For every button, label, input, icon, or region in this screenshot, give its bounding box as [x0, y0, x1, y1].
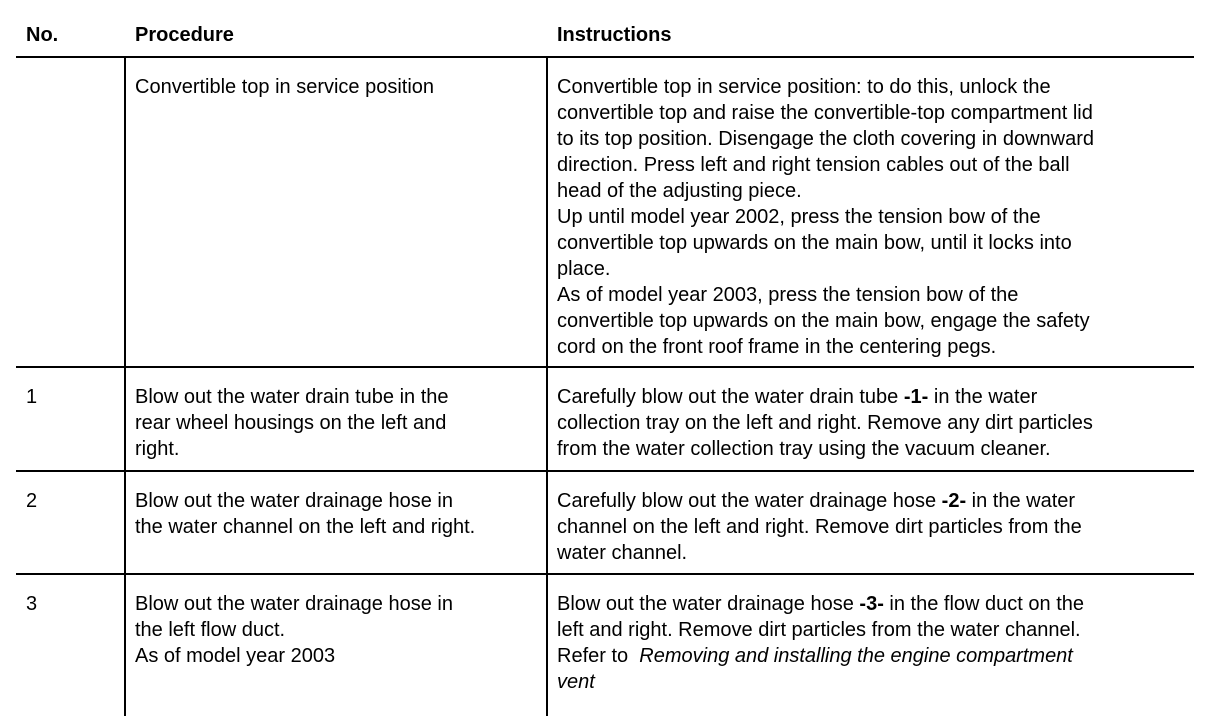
instruction-text: Carefully blow out the water drainage hose [557, 490, 942, 512]
instruction-line: cord on the front roof frame in the centering pegs. [557, 336, 997, 358]
row-3-procedure [135, 591, 545, 669]
row-0-instructions [557, 74, 1193, 360]
instruction-line: water channel. [557, 542, 688, 564]
procedure-line: right. [135, 438, 180, 460]
column-divider [124, 57, 126, 716]
procedure-line: As of model year 2003 [135, 645, 336, 667]
procedure-line: the left flow duct. [135, 619, 286, 641]
procedure-line: Blow out the water drainage hose in [135, 593, 453, 615]
procedure-table [16, 0, 1196, 716]
instruction-line: Convertible top in service position: to do this, unlock the [557, 76, 1051, 98]
instruction-text: in the flow duct on the [883, 593, 1085, 615]
header-instructions: Instructions [557, 24, 672, 46]
cross-reference-link[interactable]: vent [557, 671, 595, 693]
header-divider [16, 56, 1194, 58]
procedure-line: Blow out the water drain tube in the [135, 386, 449, 408]
procedure-line: rear wheel housings on the left and [135, 412, 447, 434]
instruction-text: in the water [928, 386, 1038, 408]
instruction-line [557, 384, 1193, 410]
procedure-line: Blow out the water drainage hose in [135, 490, 453, 512]
instruction-text: in the water [966, 490, 1076, 512]
instruction-line [557, 488, 1193, 514]
instruction-line: collection tray on the left and right. Remove any dirt particles [557, 412, 1093, 434]
row-3-instructions [557, 591, 1193, 695]
header-no: No. [26, 24, 59, 46]
instruction-line [557, 591, 1193, 617]
instruction-line: Up until model year 2002, press the tension bow of the [557, 206, 1041, 228]
item-reference: -1- [903, 386, 929, 408]
row-divider [16, 470, 1194, 472]
instruction-text: Blow out the water drainage hose [557, 593, 860, 615]
instruction-line: place. [557, 258, 611, 280]
cross-reference-link[interactable]: Removing and installing the engine compartment [639, 645, 1073, 667]
instruction-line: convertible top and raise the convertible-top compartment lid [557, 102, 1093, 124]
instruction-line: As of model year 2003, press the tension bow of the [557, 284, 1019, 306]
instruction-line: to its top position. Disengage the cloth covering in downward [557, 128, 1094, 150]
row-2-instructions [557, 488, 1193, 566]
refer-label: Refer to [557, 645, 629, 667]
row-3-no: 3 [26, 593, 38, 615]
row-1-procedure [135, 384, 545, 462]
item-reference: -2- [941, 490, 967, 512]
instruction-line [557, 643, 1193, 669]
procedure-line: the water channel on the left and right. [135, 516, 476, 538]
header-procedure: Procedure [135, 24, 234, 46]
row-divider [16, 573, 1194, 575]
instruction-line [557, 669, 1193, 695]
instruction-line: head of the adjusting piece. [557, 180, 802, 202]
instruction-line: channel on the left and right. Remove dirt particles from the [557, 516, 1082, 538]
item-reference: -3- [859, 593, 884, 615]
row-2-procedure [135, 488, 545, 540]
row-0-procedure: Convertible top in service position [135, 76, 435, 98]
instruction-text: Carefully blow out the water drain tube [557, 386, 904, 408]
column-divider [546, 57, 548, 716]
row-1-no: 1 [26, 386, 38, 408]
row-2-no: 2 [26, 490, 38, 512]
instruction-line: convertible top upwards on the main bow, engage the safety [557, 310, 1090, 332]
row-divider [16, 366, 1194, 368]
row-1-instructions [557, 384, 1193, 462]
instruction-line: convertible top upwards on the main bow, until it locks into [557, 232, 1072, 254]
instruction-line: direction. Press left and right tension cables out of the ball [557, 154, 1070, 176]
instruction-line: from the water collection tray using the vacuum cleaner. [557, 438, 1051, 460]
instruction-line: left and right. Remove dirt particles from the water channel. [557, 619, 1081, 641]
